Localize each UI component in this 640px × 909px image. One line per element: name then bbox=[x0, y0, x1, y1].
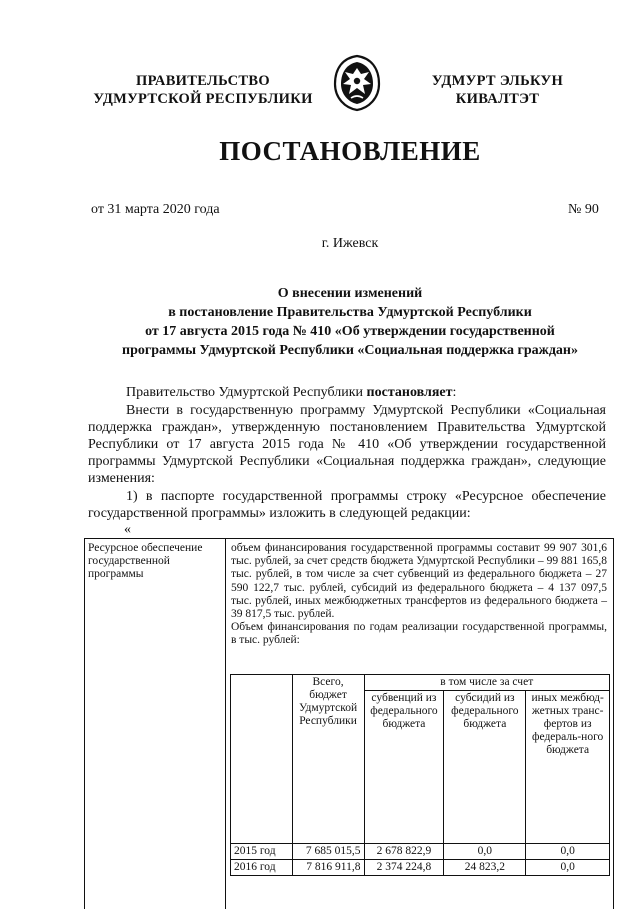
row-label: Ресурсное обеспечение государственной программы bbox=[88, 542, 203, 580]
resolves-keyword: постановляет bbox=[366, 385, 453, 400]
title-line: в постановление Правительства Удмуртской Республики bbox=[168, 305, 532, 320]
cell-subsidies: 0,0 bbox=[444, 844, 526, 860]
resolves-colon: : bbox=[452, 385, 457, 400]
header-year bbox=[231, 675, 293, 844]
by-years-text: Объем финансирования по годам реализации государственной программы, в тыс. рублей: bbox=[231, 621, 607, 647]
header-other: иных межбюд-жетных транс-фертов из федераль-ного бюджета bbox=[526, 691, 610, 844]
table-header-row bbox=[231, 675, 610, 691]
gov-ru-line1: ПРАВИТЕЛЬСТВО bbox=[136, 73, 270, 89]
document-date: от 31 марта 2020 года bbox=[91, 202, 220, 217]
title-line: О внесении изменений bbox=[277, 286, 423, 301]
header-subventions: субвенций из федерального бюджета bbox=[364, 691, 444, 844]
resource-table bbox=[84, 538, 614, 909]
udmurt-emblem-icon bbox=[331, 54, 383, 112]
cell-year: 2016 год bbox=[231, 860, 293, 876]
gov-ud-line1: УДМУРТ ЭЛЬКУН bbox=[431, 73, 564, 89]
cell-other: 0,0 bbox=[526, 860, 610, 876]
header-total: Всего, бюджет Удмуртской Республики bbox=[292, 675, 364, 844]
header-subsidies: субсидий из федерального бюджета bbox=[444, 691, 526, 844]
table-row bbox=[231, 860, 610, 876]
document-number: № 90 bbox=[568, 202, 599, 217]
funding-text: объем финансирования государственной программы составит 99 907 301,6 тыс. рублей, за счет средств бюджета Удмуртской Республики – 99 881 165,8 тыс. рублей, в том числе за счет субвенций из федерального бюджета – 27 590 122,7 тыс. рублей, субсидий из федерального бюджета – 4 137 097,5 тыс. рублей, иных межбюджетных трансфертов из федерального бюджета – 39 817,5 тыс. рублей. bbox=[231, 542, 607, 621]
funding-description bbox=[231, 542, 607, 648]
paragraph-resolves bbox=[88, 384, 606, 401]
table-column-divider bbox=[225, 539, 226, 909]
government-name-udmurt bbox=[410, 72, 585, 108]
cell-total: 7 816 911,8 bbox=[292, 860, 364, 876]
table-row bbox=[231, 844, 610, 860]
document-title bbox=[80, 284, 620, 360]
document-city: г. Ижевск bbox=[321, 236, 379, 251]
header-incl-group: в том числе за счет bbox=[364, 675, 610, 691]
cell-subventions: 2 678 822,9 bbox=[364, 844, 444, 860]
government-name-russian bbox=[78, 72, 328, 108]
cell-total: 7 685 015,5 bbox=[292, 844, 364, 860]
funding-by-year-table bbox=[230, 674, 610, 876]
paragraph-amend: Внести в государственную программу Удмуртской Республики «Социальная поддержка граждан», утвержденную постановлением Правительства Удмуртской Республики от 17 августа 2015 года № 410 «Об утверждении государственной программы Удмуртской Республики «Социальная поддержка граждан», следующие изменения: bbox=[88, 403, 606, 486]
resolves-text: Правительство Удмуртской Республики bbox=[126, 385, 367, 400]
gov-ru-line2: УДМУРТСКОЙ РЕСПУБЛИКИ bbox=[93, 91, 313, 107]
cell-year: 2015 год bbox=[231, 844, 293, 860]
cell-other: 0,0 bbox=[526, 844, 610, 860]
gov-ud-line2: КИВАЛТЭТ bbox=[455, 91, 540, 107]
paragraph-item-1: 1) в паспорте государственной программы строку «Ресурсное обеспечение государственной программы» изложить в следующей редакции: bbox=[88, 489, 606, 521]
document-type: ПОСТАНОВЛЕНИЕ bbox=[219, 136, 481, 166]
quote-open: « bbox=[124, 522, 131, 537]
cell-subsidies: 24 823,2 bbox=[444, 860, 526, 876]
title-line: программы Удмуртской Республики «Социальная поддержка граждан» bbox=[122, 343, 578, 358]
title-line: от 17 августа 2015 года № 410 «Об утверждении государственной bbox=[145, 324, 555, 339]
cell-subventions: 2 374 224,8 bbox=[364, 860, 444, 876]
